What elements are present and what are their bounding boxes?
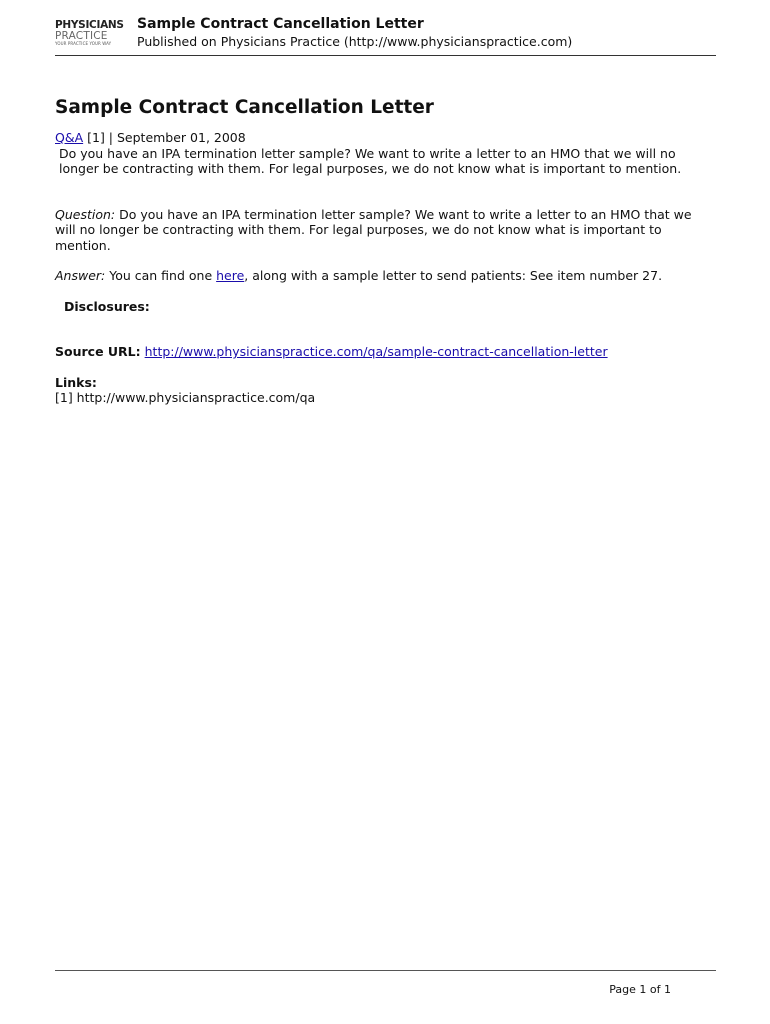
category-ref-date: [1] | September 01, 2008: [83, 130, 246, 145]
answer-text-before: You can find one: [105, 268, 217, 283]
here-link[interactable]: here: [216, 268, 245, 283]
links-heading: Links:: [55, 374, 97, 390]
header-divider: [55, 55, 716, 56]
logo-line2: PRACTICE: [55, 30, 108, 42]
source-url-label: Source URL:: [55, 344, 141, 359]
footer-divider: [55, 970, 716, 971]
category-link[interactable]: Q&A: [55, 130, 84, 145]
logo-line1: PHYSICIANS: [55, 19, 124, 31]
article-meta: [55, 130, 715, 146]
answer-paragraph: [55, 268, 715, 284]
disclosures-heading: Disclosures:: [64, 298, 150, 314]
header-subtitle: Published on Physicians Practice (http://www.physicianspractice.com): [137, 34, 573, 49]
article-body: [55, 96, 715, 406]
question-label: Question:: [55, 206, 116, 222]
physicians-practice-logo: [55, 20, 135, 54]
answer-text-after: , along with a sample letter to send patients: See item number 27.: [244, 268, 663, 283]
page-header: [55, 14, 715, 54]
page-number: Page 1 of 1: [609, 983, 671, 996]
answer-label: Answer:: [55, 268, 106, 283]
link-item: [1] http://www.physicianspractice.com/qa: [55, 390, 316, 405]
article-summary: Do you have an IPA termination letter sample? We want to write a letter to an HMO that we will no longer be contracting with them. For legal purposes, we do not know what is important to mention.: [59, 145, 682, 176]
article-title: Sample Contract Cancellation Letter: [55, 97, 434, 118]
header-title: Sample Contract Cancellation Letter: [137, 16, 424, 32]
question-paragraph: [55, 207, 715, 254]
source-url-link[interactable]: http://www.physicianspractice.com/qa/sample-contract-cancellation-letter: [144, 344, 608, 359]
question-text: Do you have an IPA termination letter sample? We want to write a letter to an HMO that we will no longer be contracting with them. For legal purposes, we do not know what is important to mention.: [55, 206, 692, 253]
logo-tagline: YOUR PRACTICE YOUR WAY: [55, 41, 112, 46]
source-url-row: [55, 344, 715, 360]
